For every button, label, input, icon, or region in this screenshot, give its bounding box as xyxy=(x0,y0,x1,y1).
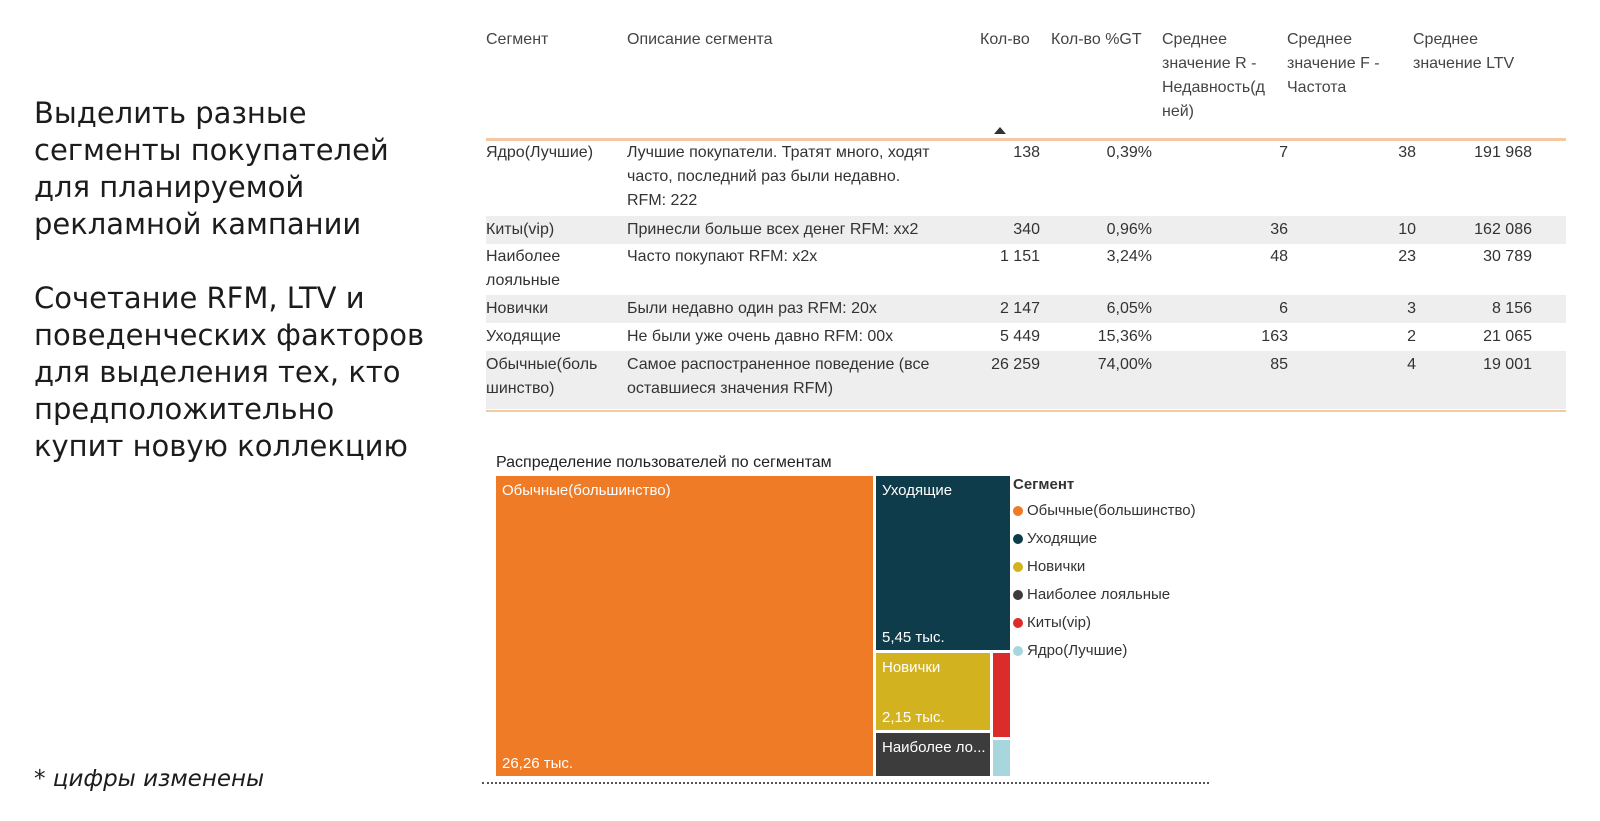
sort-ascending-icon[interactable] xyxy=(994,127,1006,134)
header-description[interactable]: Описание сегмента xyxy=(627,31,773,48)
intro-line: Сочетание RFM, LTV и xyxy=(34,281,365,315)
legend-item[interactable] xyxy=(1013,525,1196,553)
legend-item[interactable] xyxy=(1013,637,1196,665)
tile-value: 26,26 тыс. xyxy=(502,755,574,772)
tile-value: 5,45 тыс. xyxy=(882,629,945,646)
legend-label: Ядро(Лучшие) xyxy=(1027,642,1128,659)
intro-line: поведенческих факторов xyxy=(34,318,425,352)
intro-line: рекламной кампании xyxy=(34,207,362,241)
legend-item[interactable] xyxy=(1013,581,1196,609)
table-row: Новички Были недавно один раз RFM: 20x 2 147 6,05% 6 3 8 156 xyxy=(486,295,1566,323)
table-header xyxy=(486,28,1566,141)
legend-label: Уходящие xyxy=(1027,530,1098,547)
legend-item[interactable] xyxy=(1013,497,1196,525)
table-row: Наиболее лояльные Часто покупают RFM: x2x 1 151 3,24% 48 23 30 789 xyxy=(486,248,1532,289)
tile-value: 2,15 тыс. xyxy=(882,709,945,726)
legend-title: Сегмент xyxy=(1013,476,1075,493)
legend-dot-icon xyxy=(1013,506,1023,516)
intro-line: предположительно xyxy=(34,392,335,426)
table-row: Уходящие Не были уже очень давно RFM: 00x 5 449 15,36% 163 2 21 065 xyxy=(486,328,1532,345)
legend-label: Наиболее лояльные xyxy=(1027,586,1171,603)
intro-line: для выделения тех, кто xyxy=(34,355,401,389)
treemap-tile[interactable] xyxy=(496,476,873,776)
table-row: Обычные(боль шинство) Самое распостраненное поведение (все оставшиеся значения RFM) 26 259 74,00% 85 4 19 001 xyxy=(486,351,1566,409)
legend-dot-icon xyxy=(1013,618,1023,628)
treemap-tile[interactable] xyxy=(993,740,1010,776)
legend-label: Киты(vip) xyxy=(1027,614,1091,631)
intro-line: сегменты покупателей xyxy=(34,133,389,167)
legend-dot-icon xyxy=(1013,562,1023,572)
legend-item[interactable] xyxy=(1013,609,1196,637)
header-count-pct[interactable]: Кол-во %GT xyxy=(1051,31,1142,48)
header-avg-r[interactable]: Среднее значение R - Недавность(д ней) xyxy=(1162,31,1265,120)
tile-label: Уходящие xyxy=(882,482,953,499)
table-row: Ядро(Лучшие) Лучшие покупатели. Тратят много, ходят часто, последний раз были недавно. RFM: 222 138 0,39% 7 38 191 968 xyxy=(486,144,1532,209)
tile-label: Новички xyxy=(882,659,941,676)
segments-table xyxy=(486,0,1566,420)
legend-dot-icon xyxy=(1013,590,1023,600)
treemap-tile[interactable] xyxy=(876,476,1010,650)
legend-dot-icon xyxy=(1013,646,1023,656)
chart-title: Распределение пользователей по сегментам xyxy=(496,454,832,471)
intro-line: Выделить разные xyxy=(34,96,307,130)
chart-baseline xyxy=(482,782,1209,784)
treemap-tile[interactable] xyxy=(993,653,1010,737)
treemap-tile[interactable] xyxy=(876,653,990,730)
total-divider xyxy=(486,410,1566,412)
header-avg-f[interactable]: Среднее значение F - Частота xyxy=(1287,31,1380,96)
legend-label: Обычные(большинство) xyxy=(1027,502,1196,519)
intro-line: купит новую коллекцию xyxy=(34,429,408,463)
treemap-tile[interactable] xyxy=(876,733,990,776)
footnote: * цифры изменены xyxy=(34,766,265,792)
header-segment[interactable]: Сегмент xyxy=(486,31,549,48)
treemap-chart xyxy=(496,476,1010,776)
tile-label: Наиболее ло... xyxy=(882,739,986,756)
table-row: Киты(vip) Принесли больше всех денег RFM: xx2 340 0,96% 36 10 162 086 xyxy=(486,216,1566,244)
legend-label: Новички xyxy=(1027,558,1086,575)
header-count[interactable]: Кол-во xyxy=(980,31,1030,48)
header-avg-ltv[interactable]: Среднее значение LTV xyxy=(1413,31,1515,72)
legend-item[interactable] xyxy=(1013,553,1196,581)
intro-text xyxy=(34,95,464,465)
legend-dot-icon xyxy=(1013,534,1023,544)
tile-label: Обычные(большинство) xyxy=(502,482,671,499)
intro-line: для планируемой xyxy=(34,170,305,204)
chart-legend xyxy=(1013,476,1196,665)
